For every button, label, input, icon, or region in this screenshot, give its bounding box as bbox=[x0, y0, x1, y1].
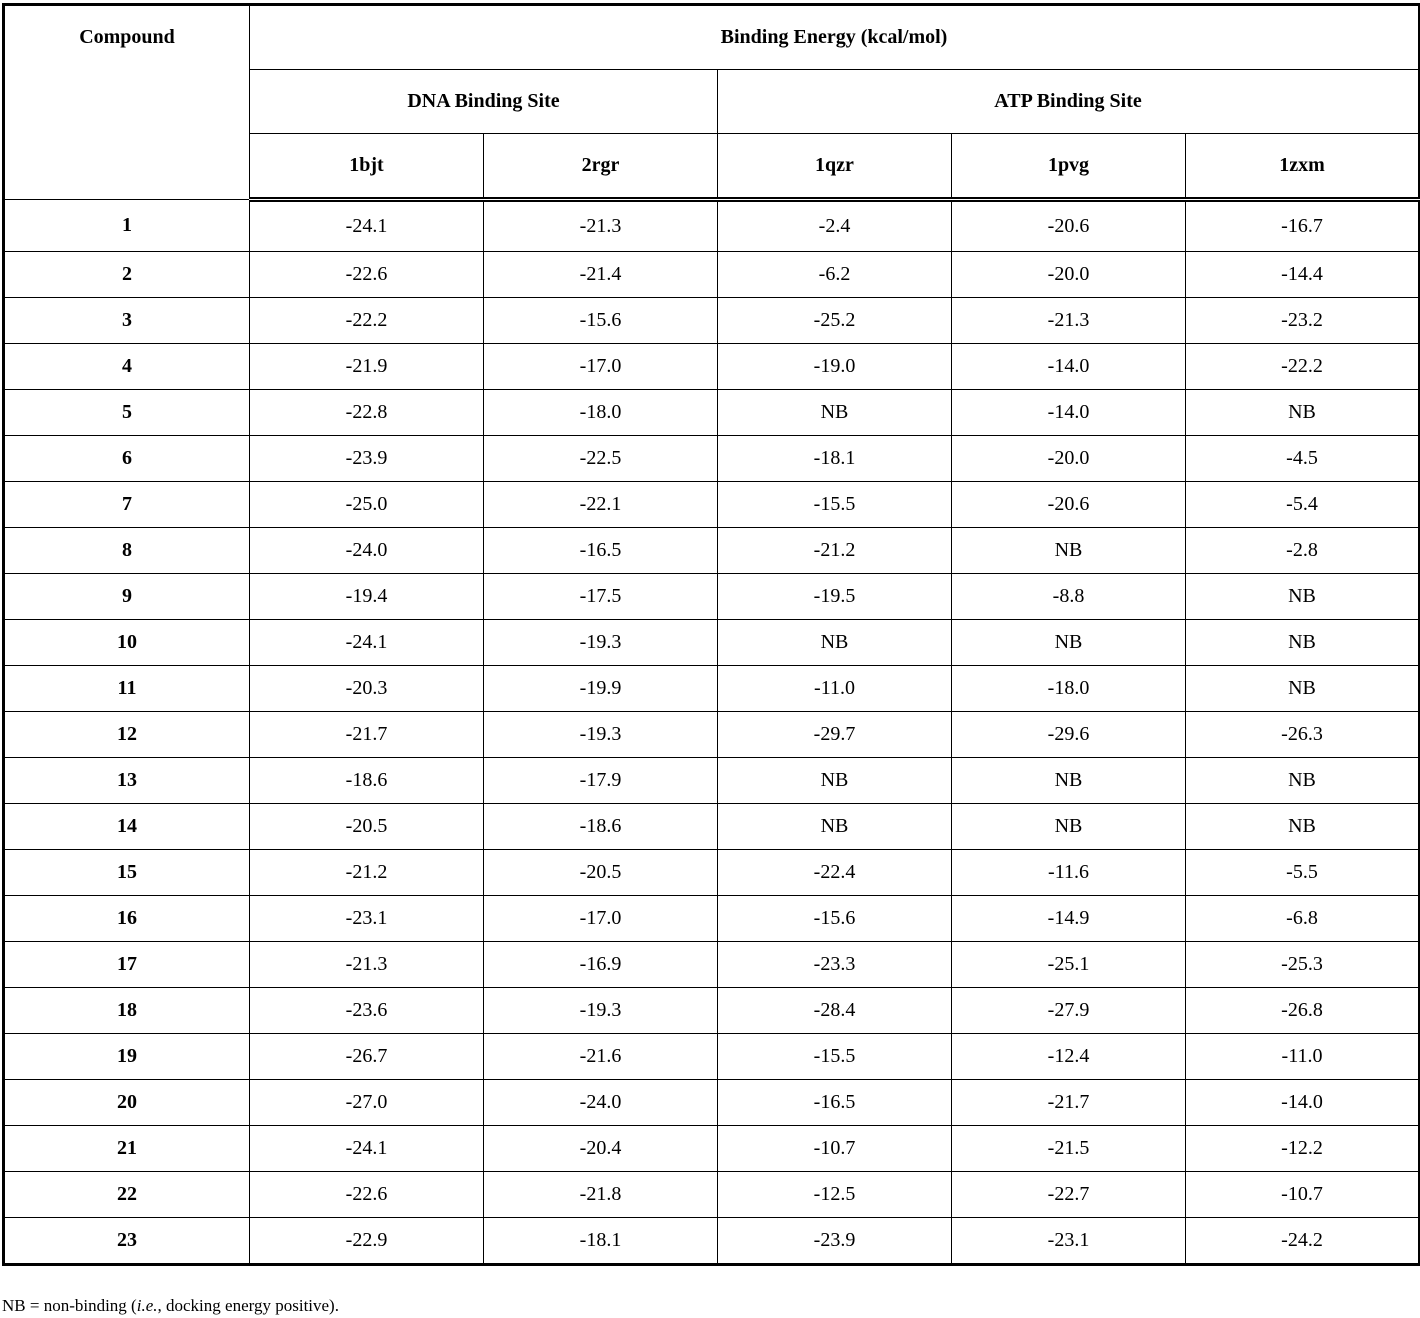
energy-cell-1zxm: NB bbox=[1186, 666, 1420, 712]
energy-cell-1qzr: -21.2 bbox=[718, 528, 952, 574]
column-header-1qzr: 1qzr bbox=[718, 134, 952, 200]
energy-cell-1qzr: -11.0 bbox=[718, 666, 952, 712]
energy-cell-1qzr: -10.7 bbox=[718, 1126, 952, 1172]
energy-cell-2rgr: -17.5 bbox=[484, 574, 718, 620]
column-header-1zxm: 1zxm bbox=[1186, 134, 1420, 200]
compound-id-cell: 3 bbox=[4, 298, 250, 344]
energy-cell-1pvg: -23.1 bbox=[952, 1218, 1186, 1265]
energy-cell-2rgr: -19.9 bbox=[484, 666, 718, 712]
energy-cell-1pvg: -8.8 bbox=[952, 574, 1186, 620]
table-row bbox=[4, 666, 1420, 712]
energy-cell-1pvg: NB bbox=[952, 804, 1186, 850]
compound-id-cell: 19 bbox=[4, 1034, 250, 1080]
energy-cell-1bjt: -22.2 bbox=[250, 298, 484, 344]
energy-cell-2rgr: -22.1 bbox=[484, 482, 718, 528]
energy-cell-2rgr: -21.8 bbox=[484, 1172, 718, 1218]
energy-cell-2rgr: -17.0 bbox=[484, 344, 718, 390]
energy-cell-1qzr: -15.5 bbox=[718, 1034, 952, 1080]
compound-id-cell: 6 bbox=[4, 436, 250, 482]
table-row bbox=[4, 298, 1420, 344]
energy-cell-2rgr: -24.0 bbox=[484, 1080, 718, 1126]
energy-cell-1pvg: -21.5 bbox=[952, 1126, 1186, 1172]
energy-cell-1pvg: -18.0 bbox=[952, 666, 1186, 712]
energy-cell-1zxm: -2.8 bbox=[1186, 528, 1420, 574]
energy-cell-1zxm: -16.7 bbox=[1186, 200, 1420, 252]
energy-cell-2rgr: -20.4 bbox=[484, 1126, 718, 1172]
energy-cell-1zxm: -10.7 bbox=[1186, 1172, 1420, 1218]
energy-cell-1bjt: -22.6 bbox=[250, 1172, 484, 1218]
table-row bbox=[4, 1218, 1420, 1265]
energy-cell-1qzr: -16.5 bbox=[718, 1080, 952, 1126]
compound-id-cell: 11 bbox=[4, 666, 250, 712]
header-atp-binding-site: ATP Binding Site bbox=[718, 70, 1420, 134]
table-body bbox=[4, 200, 1420, 1265]
footnote-suffix: , docking energy positive). bbox=[157, 1296, 339, 1315]
table-row bbox=[4, 528, 1420, 574]
table-row bbox=[4, 988, 1420, 1034]
header-dna-binding-site: DNA Binding Site bbox=[250, 70, 718, 134]
energy-cell-1bjt: -21.9 bbox=[250, 344, 484, 390]
compound-id-cell: 4 bbox=[4, 344, 250, 390]
energy-cell-2rgr: -18.1 bbox=[484, 1218, 718, 1265]
table-header bbox=[4, 5, 1420, 200]
energy-cell-1zxm: -14.0 bbox=[1186, 1080, 1420, 1126]
compound-id-cell: 2 bbox=[4, 252, 250, 298]
energy-cell-1zxm: -5.5 bbox=[1186, 850, 1420, 896]
compound-id-cell: 10 bbox=[4, 620, 250, 666]
energy-cell-1bjt: -23.1 bbox=[250, 896, 484, 942]
compound-id-cell: 23 bbox=[4, 1218, 250, 1265]
compound-id-cell: 17 bbox=[4, 942, 250, 988]
energy-cell-2rgr: -15.6 bbox=[484, 298, 718, 344]
energy-cell-1bjt: -26.7 bbox=[250, 1034, 484, 1080]
header-binding-energy: Binding Energy (kcal/mol) bbox=[250, 5, 1420, 70]
energy-cell-1qzr: -12.5 bbox=[718, 1172, 952, 1218]
table-row bbox=[4, 712, 1420, 758]
energy-cell-1bjt: -21.2 bbox=[250, 850, 484, 896]
energy-cell-1qzr: -22.4 bbox=[718, 850, 952, 896]
energy-cell-1pvg: -29.6 bbox=[952, 712, 1186, 758]
energy-cell-2rgr: -22.5 bbox=[484, 436, 718, 482]
energy-cell-1bjt: -21.3 bbox=[250, 942, 484, 988]
energy-cell-1qzr: -18.1 bbox=[718, 436, 952, 482]
energy-cell-1pvg: NB bbox=[952, 620, 1186, 666]
column-header-1bjt: 1bjt bbox=[250, 134, 484, 200]
energy-cell-1bjt: -24.1 bbox=[250, 1126, 484, 1172]
energy-cell-1qzr: -29.7 bbox=[718, 712, 952, 758]
energy-cell-2rgr: -16.5 bbox=[484, 528, 718, 574]
compound-id-cell: 1 bbox=[4, 200, 250, 252]
energy-cell-1qzr: NB bbox=[718, 390, 952, 436]
energy-cell-1bjt: -21.7 bbox=[250, 712, 484, 758]
footnote-italic: i.e. bbox=[136, 1296, 158, 1315]
energy-cell-2rgr: -21.3 bbox=[484, 200, 718, 252]
energy-cell-2rgr: -17.0 bbox=[484, 896, 718, 942]
energy-cell-2rgr: -18.6 bbox=[484, 804, 718, 850]
binding-energy-table bbox=[2, 3, 1420, 1266]
energy-cell-1zxm: NB bbox=[1186, 620, 1420, 666]
compound-id-cell: 5 bbox=[4, 390, 250, 436]
table-row bbox=[4, 850, 1420, 896]
energy-cell-1bjt: -27.0 bbox=[250, 1080, 484, 1126]
energy-cell-2rgr: -17.9 bbox=[484, 758, 718, 804]
energy-cell-1qzr: NB bbox=[718, 804, 952, 850]
energy-cell-1zxm: -22.2 bbox=[1186, 344, 1420, 390]
energy-cell-1bjt: -23.9 bbox=[250, 436, 484, 482]
energy-cell-2rgr: -18.0 bbox=[484, 390, 718, 436]
energy-cell-1qzr: -2.4 bbox=[718, 200, 952, 252]
energy-cell-1pvg: -21.7 bbox=[952, 1080, 1186, 1126]
energy-cell-2rgr: -21.4 bbox=[484, 252, 718, 298]
compound-id-cell: 7 bbox=[4, 482, 250, 528]
energy-cell-1pvg: -20.6 bbox=[952, 200, 1186, 252]
energy-cell-1qzr: -23.9 bbox=[718, 1218, 952, 1265]
compound-id-cell: 22 bbox=[4, 1172, 250, 1218]
energy-cell-1zxm: -23.2 bbox=[1186, 298, 1420, 344]
energy-cell-1pvg: NB bbox=[952, 528, 1186, 574]
table-row bbox=[4, 482, 1420, 528]
table-row bbox=[4, 620, 1420, 666]
energy-cell-1zxm: -26.3 bbox=[1186, 712, 1420, 758]
energy-cell-1qzr: -25.2 bbox=[718, 298, 952, 344]
energy-cell-1zxm: -11.0 bbox=[1186, 1034, 1420, 1080]
table-row bbox=[4, 344, 1420, 390]
table-row bbox=[4, 252, 1420, 298]
table-row bbox=[4, 1034, 1420, 1080]
energy-cell-1bjt: -24.1 bbox=[250, 200, 484, 252]
table-row bbox=[4, 1172, 1420, 1218]
energy-cell-1qzr: -23.3 bbox=[718, 942, 952, 988]
compound-id-cell: 14 bbox=[4, 804, 250, 850]
energy-cell-1qzr: -19.0 bbox=[718, 344, 952, 390]
compound-id-cell: 21 bbox=[4, 1126, 250, 1172]
energy-cell-2rgr: -16.9 bbox=[484, 942, 718, 988]
energy-cell-1qzr: NB bbox=[718, 758, 952, 804]
energy-cell-1pvg: -14.0 bbox=[952, 390, 1186, 436]
energy-cell-1bjt: -25.0 bbox=[250, 482, 484, 528]
energy-cell-1zxm: -14.4 bbox=[1186, 252, 1420, 298]
energy-cell-1zxm: -4.5 bbox=[1186, 436, 1420, 482]
compound-id-cell: 20 bbox=[4, 1080, 250, 1126]
table-row bbox=[4, 1080, 1420, 1126]
table-row bbox=[4, 804, 1420, 850]
energy-cell-1zxm: -25.3 bbox=[1186, 942, 1420, 988]
column-header-2rgr: 2rgr bbox=[484, 134, 718, 200]
compound-id-cell: 13 bbox=[4, 758, 250, 804]
energy-cell-2rgr: -20.5 bbox=[484, 850, 718, 896]
energy-cell-1qzr: -15.6 bbox=[718, 896, 952, 942]
energy-cell-2rgr: -19.3 bbox=[484, 712, 718, 758]
energy-cell-1zxm: -24.2 bbox=[1186, 1218, 1420, 1265]
energy-cell-1qzr: NB bbox=[718, 620, 952, 666]
table-row bbox=[4, 390, 1420, 436]
footnote-prefix: NB = non-binding ( bbox=[2, 1296, 137, 1315]
energy-cell-1pvg: -21.3 bbox=[952, 298, 1186, 344]
energy-cell-1zxm: -26.8 bbox=[1186, 988, 1420, 1034]
energy-cell-1pvg: -22.7 bbox=[952, 1172, 1186, 1218]
energy-cell-1qzr: -6.2 bbox=[718, 252, 952, 298]
energy-cell-1pvg: NB bbox=[952, 758, 1186, 804]
energy-cell-1bjt: -19.4 bbox=[250, 574, 484, 620]
energy-cell-1pvg: -20.6 bbox=[952, 482, 1186, 528]
table-row bbox=[4, 200, 1420, 252]
table-row bbox=[4, 574, 1420, 620]
energy-cell-1bjt: -20.3 bbox=[250, 666, 484, 712]
energy-cell-1zxm: NB bbox=[1186, 758, 1420, 804]
energy-cell-1zxm: -12.2 bbox=[1186, 1126, 1420, 1172]
energy-cell-1zxm: NB bbox=[1186, 574, 1420, 620]
energy-cell-1zxm: NB bbox=[1186, 390, 1420, 436]
energy-cell-1qzr: -28.4 bbox=[718, 988, 952, 1034]
energy-cell-1pvg: -20.0 bbox=[952, 436, 1186, 482]
compound-id-cell: 15 bbox=[4, 850, 250, 896]
energy-cell-1bjt: -22.8 bbox=[250, 390, 484, 436]
table-row bbox=[4, 436, 1420, 482]
energy-cell-1zxm: -5.4 bbox=[1186, 482, 1420, 528]
table-row bbox=[4, 1126, 1420, 1172]
energy-cell-1pvg: -27.9 bbox=[952, 988, 1186, 1034]
header-compound: Compound bbox=[4, 5, 250, 200]
table-row bbox=[4, 758, 1420, 804]
compound-id-cell: 18 bbox=[4, 988, 250, 1034]
energy-cell-1pvg: -12.4 bbox=[952, 1034, 1186, 1080]
energy-cell-1bjt: -23.6 bbox=[250, 988, 484, 1034]
energy-cell-2rgr: -21.6 bbox=[484, 1034, 718, 1080]
table-footnote bbox=[2, 1296, 339, 1316]
energy-cell-2rgr: -19.3 bbox=[484, 620, 718, 666]
energy-cell-1bjt: -24.1 bbox=[250, 620, 484, 666]
energy-cell-1bjt: -24.0 bbox=[250, 528, 484, 574]
energy-cell-1pvg: -14.0 bbox=[952, 344, 1186, 390]
energy-cell-1zxm: NB bbox=[1186, 804, 1420, 850]
table-row bbox=[4, 896, 1420, 942]
energy-cell-1zxm: -6.8 bbox=[1186, 896, 1420, 942]
energy-cell-1pvg: -14.9 bbox=[952, 896, 1186, 942]
energy-cell-1bjt: -20.5 bbox=[250, 804, 484, 850]
energy-cell-1qzr: -19.5 bbox=[718, 574, 952, 620]
energy-cell-2rgr: -19.3 bbox=[484, 988, 718, 1034]
compound-id-cell: 16 bbox=[4, 896, 250, 942]
energy-cell-1pvg: -25.1 bbox=[952, 942, 1186, 988]
column-header-1pvg: 1pvg bbox=[952, 134, 1186, 200]
compound-id-cell: 9 bbox=[4, 574, 250, 620]
energy-cell-1bjt: -22.6 bbox=[250, 252, 484, 298]
energy-cell-1qzr: -15.5 bbox=[718, 482, 952, 528]
energy-cell-1bjt: -18.6 bbox=[250, 758, 484, 804]
compound-id-cell: 8 bbox=[4, 528, 250, 574]
energy-cell-1bjt: -22.9 bbox=[250, 1218, 484, 1265]
compound-id-cell: 12 bbox=[4, 712, 250, 758]
energy-cell-1pvg: -11.6 bbox=[952, 850, 1186, 896]
energy-cell-1pvg: -20.0 bbox=[952, 252, 1186, 298]
table-row bbox=[4, 942, 1420, 988]
